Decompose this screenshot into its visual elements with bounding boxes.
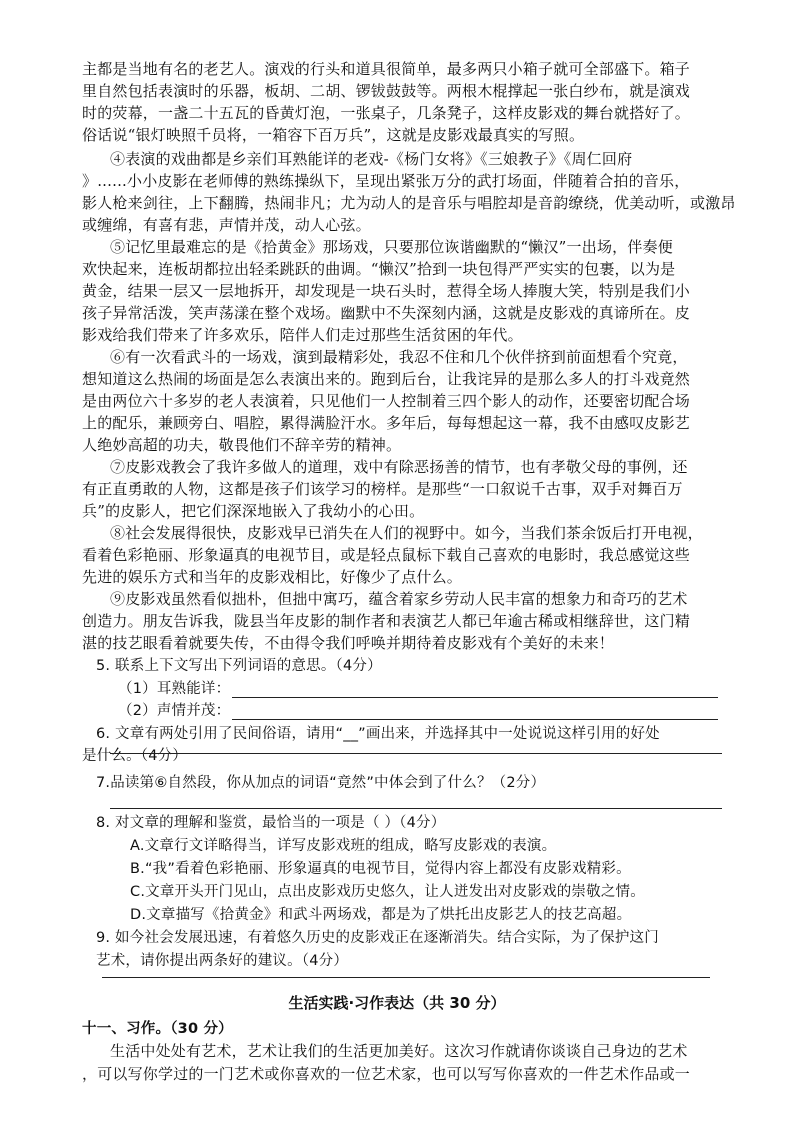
passage-line: 兵”的皮影人，把它们深深地嵌入了我幼小的心田。 [82, 502, 425, 520]
question-8-option-b[interactable]: B.“我”看着色彩艳丽、形象逼真的电视节目，觉得内容上都没有皮影戏精彩。 [130, 861, 631, 877]
question-5: 5. 联系上下文写出下列词语的意思。（4分） [96, 658, 382, 674]
composition-heading: 十一、习作。（30 分） [82, 1021, 233, 1037]
passage-line: 欢快起来，连板胡都拉出轻柔跳跃的曲调。“懒汉”拾到一块包得严严实实的包裹，以为是 [82, 260, 676, 278]
question-8-option-d[interactable]: D.文章描写《拾黄金》和武斗两场戏，都是为了烘托出皮影艺人的技艺高超。 [130, 907, 632, 923]
passage-line: 有正直勇敢的人物，这都是孩子们该学习的榜样。是那些“一口叙说千古事，双手对舞百万 [82, 480, 683, 498]
passage-line: 是由两位六十多岁的老人表演着，只见他们一人控制着三四个影人的动作，还要密切配合场 [82, 392, 691, 410]
question-5-item-1: （1）耳熟能详： [118, 681, 231, 697]
passage-line: 》......小小皮影在老师傅的熟练操纵下，呈现出紧张万分的武打场面，伴随着合拍的音乐， [82, 172, 690, 190]
passage-line: 时的荧幕，一盏二十五瓦的昏黄灯泡，一张桌子，几条凳子，这样皮影戏的舞台就搭好了。 [82, 104, 691, 122]
question-5-item-2: （2）声情并茂： [118, 703, 231, 719]
paragraph-7: ⑦皮影戏教会了我许多做人的道理，戏中有除恶扬善的情节，也有孝敬父母的事例，还 [110, 458, 688, 476]
question-6-line-1: 6. 文章有两处引用了民间俗语，请用“__”画出来，并选择其中一处说说这样引用的好处 [96, 726, 660, 742]
question-8: 8. 对文章的理解和鉴赏，最恰当的一项是（ ）（4分） [96, 815, 446, 831]
passage-line: 或缠绵，有喜有悲，声情并茂，动人心弦。 [82, 216, 371, 234]
question-7: 7.品读第⑥自然段，你从加点的词语“竟然”中体会到了什么？（2分） [96, 775, 546, 791]
answer-line-5-2[interactable] [232, 719, 718, 720]
answer-line-5-1[interactable] [232, 697, 718, 698]
passage-line: 影人枪来剑往，上下翻腾，热闹非凡；尤为动人的是音乐与唱腔却是音韵缭绕，优美动听，或激昂 [82, 194, 736, 212]
composition-line-2: ，可以写你学过的一门艺术或你喜欢的一位艺术家，也可以写写你喜欢的一件艺术作品或一 [82, 1065, 691, 1083]
answer-line-6[interactable] [110, 753, 722, 754]
passage-line: 看着色彩艳丽、形象逼真的电视节目，或是轻点鼠标下载自己喜欢的电影时，我总感觉这些 [82, 546, 691, 564]
question-9-line-2: 艺术，请你提出两条好的建议。（4分） [96, 953, 349, 969]
passage-line: 孩子异常活泼，笑声荡漾在整个戏场。幽默中不失深刻内涵，这就是皮影戏的真谛所在。皮 [82, 304, 691, 322]
question-9-line-1: 9. 如今社会发展迅速，有着悠久历史的皮影戏正在逐渐消失。结合实际，为了保护这门 [96, 930, 659, 946]
passage-line: 俗话说“银灯映照千员将，一箱容下百万兵”，这就是皮影戏最真实的写照。 [82, 126, 585, 144]
section-divider [102, 977, 710, 978]
passage-line: 创造力。朋友告诉我，陇县当年皮影的制作者和表演艺人都已年逾古稀或相继辞世，这门精 [82, 612, 691, 630]
question-6-line-2: 是什么。（4分） [82, 748, 188, 764]
composition-line-1: 生活中处处有艺术，艺术让我们的生活更加美好。这次习作就请你谈谈自己身边的艺术 [110, 1042, 688, 1060]
passage-line: 想知道这么热闹的场面是怎么表演出来的。跑到后台，让我诧异的是那么多人的打斗戏竟然 [82, 370, 691, 388]
passage-line: 主都是当地有名的老艺人。演戏的行头和道具很简单，最多两只小箱子就可全部盛下。箱子 [82, 60, 691, 78]
passage-line: 上的配乐，兼顾旁白、唱腔，累得满脸汗水。多年后，每每想起这一幕，我不由感叹皮影艺 [82, 414, 691, 432]
paragraph-9: ⑨皮影戏虽然看似拙朴，但拙中寓巧，蕴含着家乡劳动人民丰富的想象力和奇巧的艺术 [110, 590, 688, 608]
section-title: 生活实践·习作表达（共 30 分） [288, 994, 506, 1012]
passage-line: 黄金，结果一层又一层地拆开，却发现是一块石头时，惹得全场人捧腹大笑，特别是我们小 [82, 282, 691, 300]
passage-line: 里自然包括表演时的乐器，板胡、二胡、锣钹鼓鼓等。两根木棍撑起一张白纱布，就是演戏 [82, 82, 691, 100]
passage-line: 湛的技艺眼看着就要失传，不由得令我们呼唤并期待着皮影戏有个美好的未来！ [82, 634, 615, 652]
paragraph-4: ④表演的戏曲都是乡亲们耳熟能详的老戏-《杨门女将》《三娘教子》《周仁回府 [110, 150, 633, 168]
paragraph-5: ⑤记忆里最难忘的是《拾黄金》那场戏，只要那位诙谐幽默的“懒汉”一出场，伴奏便 [110, 238, 673, 256]
passage-line: 人绝妙高超的功夫，敬畏他们不辞辛劳的精神。 [82, 436, 402, 454]
question-8-option-a[interactable]: A.文章行文详略得当，详写皮影戏班的组成，略写皮影戏的表演。 [130, 838, 557, 854]
passage-line: 影戏给我们带来了许多欢乐，陪伴人们走过那些生活贫困的年代。 [82, 326, 523, 344]
answer-line-7[interactable] [110, 808, 722, 809]
paragraph-8: ⑧社会发展得很快，皮影戏早已消失在人们的视野中。如今，当我们茶余饭后打开电视， [110, 524, 703, 542]
passage-line: 先进的娱乐方式和当年的皮影戏相比，好像少了点什么。 [82, 568, 463, 586]
paragraph-6: ⑥有一次看武斗的一场戏，演到最精彩处，我忍不住和几个伙伴挤到前面想看个究竟， [110, 348, 688, 366]
question-8-option-c[interactable]: C.文章开头开门见山，点出皮影戏历史悠久，让人迸发出对皮影戏的崇敬之情。 [130, 884, 645, 900]
